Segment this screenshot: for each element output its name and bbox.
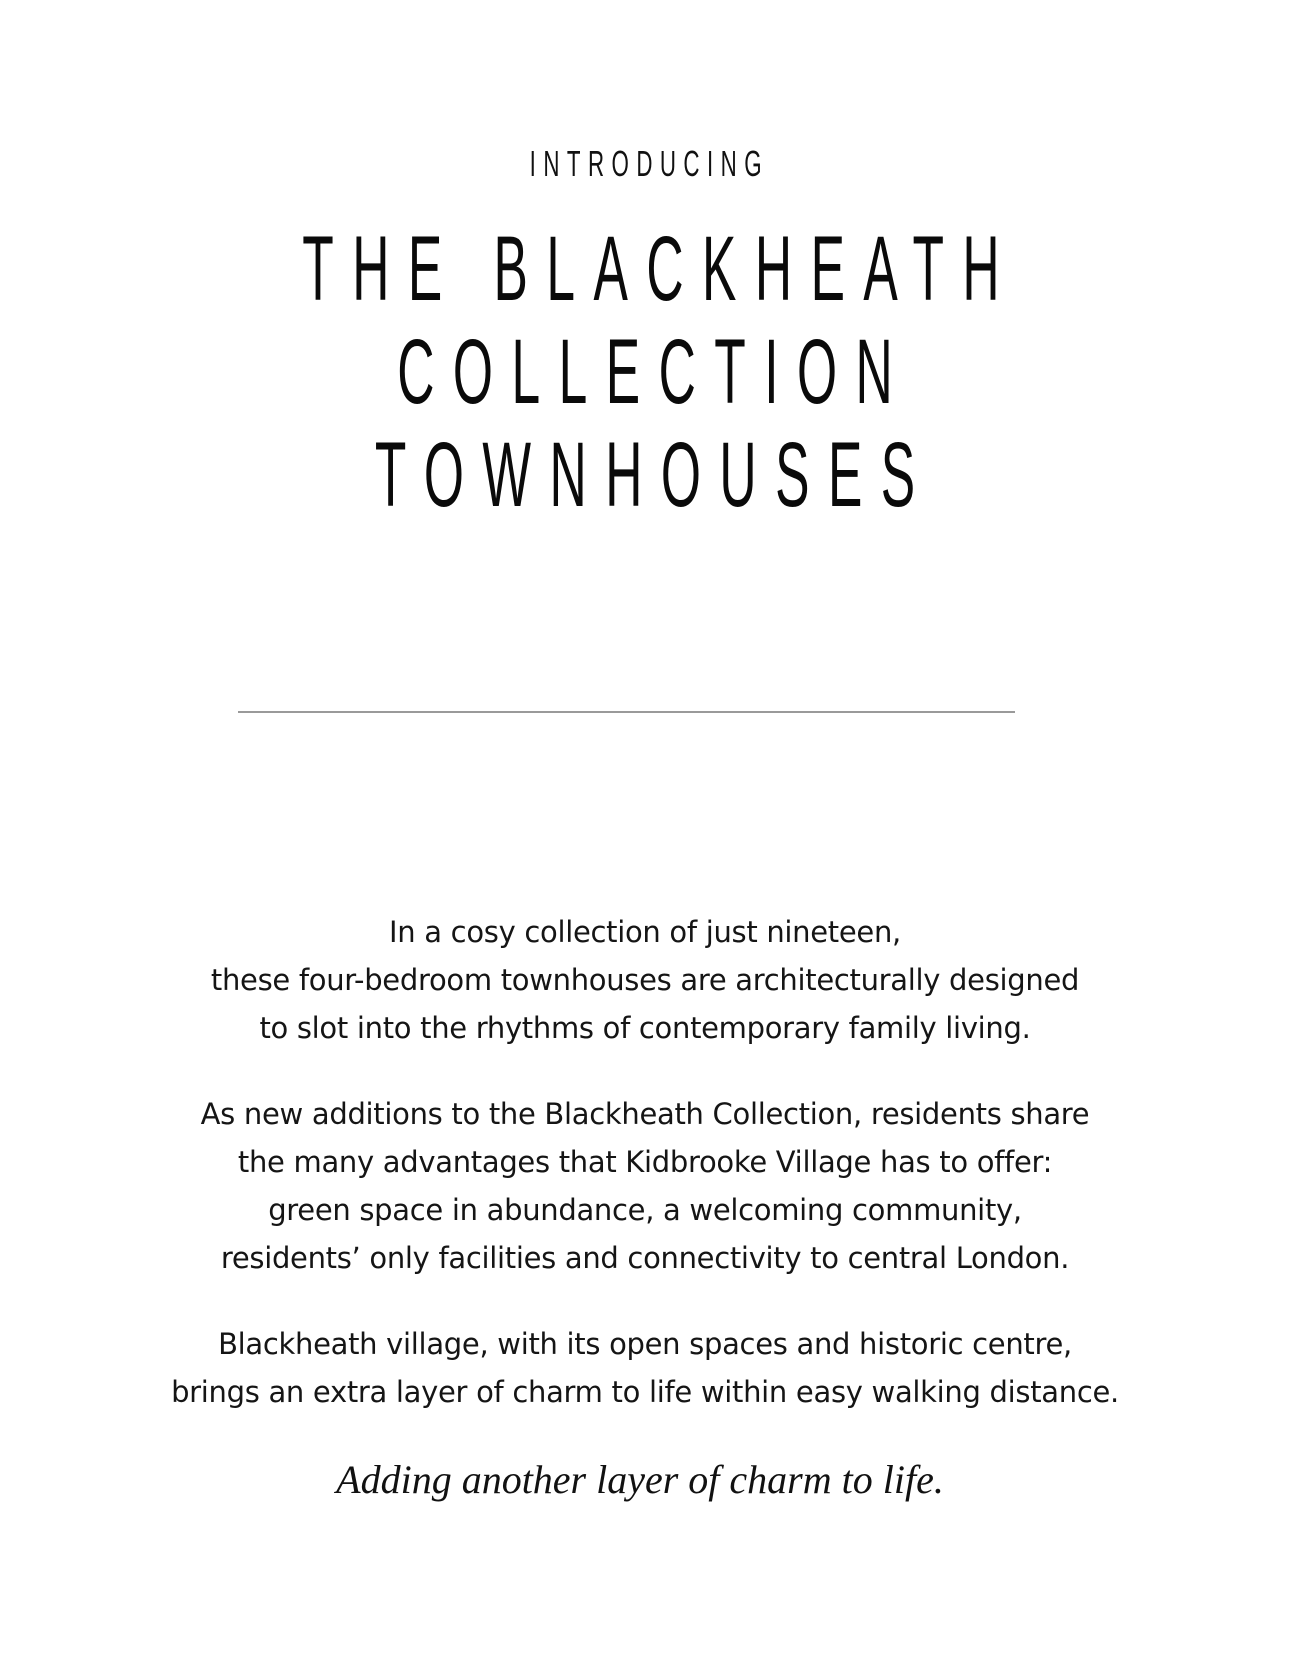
paragraph-advantages	[0, 1090, 1290, 1282]
paragraph-village	[0, 1320, 1290, 1416]
paragraph-line: In a cosy collection of just nineteen,	[389, 915, 901, 949]
paragraph-intro	[0, 908, 1290, 1052]
paragraph-line: brings an extra layer of charm to life within easy walking distance.	[171, 1375, 1119, 1409]
body-copy	[0, 908, 1290, 1454]
title-line-2: COLLECTION	[397, 321, 912, 423]
paragraph-line: these four-bedroom townhouses are architecturally designed	[210, 963, 1080, 997]
paragraph-line: As new additions to the Blackheath Collection, residents share	[200, 1097, 1090, 1131]
horizontal-divider	[238, 711, 1015, 713]
tagline: Adding another layer of charm to life.	[336, 1457, 944, 1502]
paragraph-line: to slot into the rhythms of contemporary family living.	[259, 1011, 1031, 1045]
paragraph-line: residents’ only facilities and connectivity to central London.	[220, 1241, 1070, 1275]
paragraph-line: the many advantages that Kidbrooke Village has to offer:	[237, 1145, 1053, 1179]
title-line-1: THE BLACKHEATH	[302, 218, 1019, 320]
paragraph-line: Blackheath village, with its open spaces and historic centre,	[218, 1327, 1072, 1361]
page-title	[284, 218, 1019, 527]
eyebrow-label: INTRODUCING	[529, 143, 769, 184]
title-line-3: TOWNHOUSES	[374, 424, 934, 526]
paragraph-line: green space in abundance, a welcoming community,	[268, 1193, 1022, 1227]
